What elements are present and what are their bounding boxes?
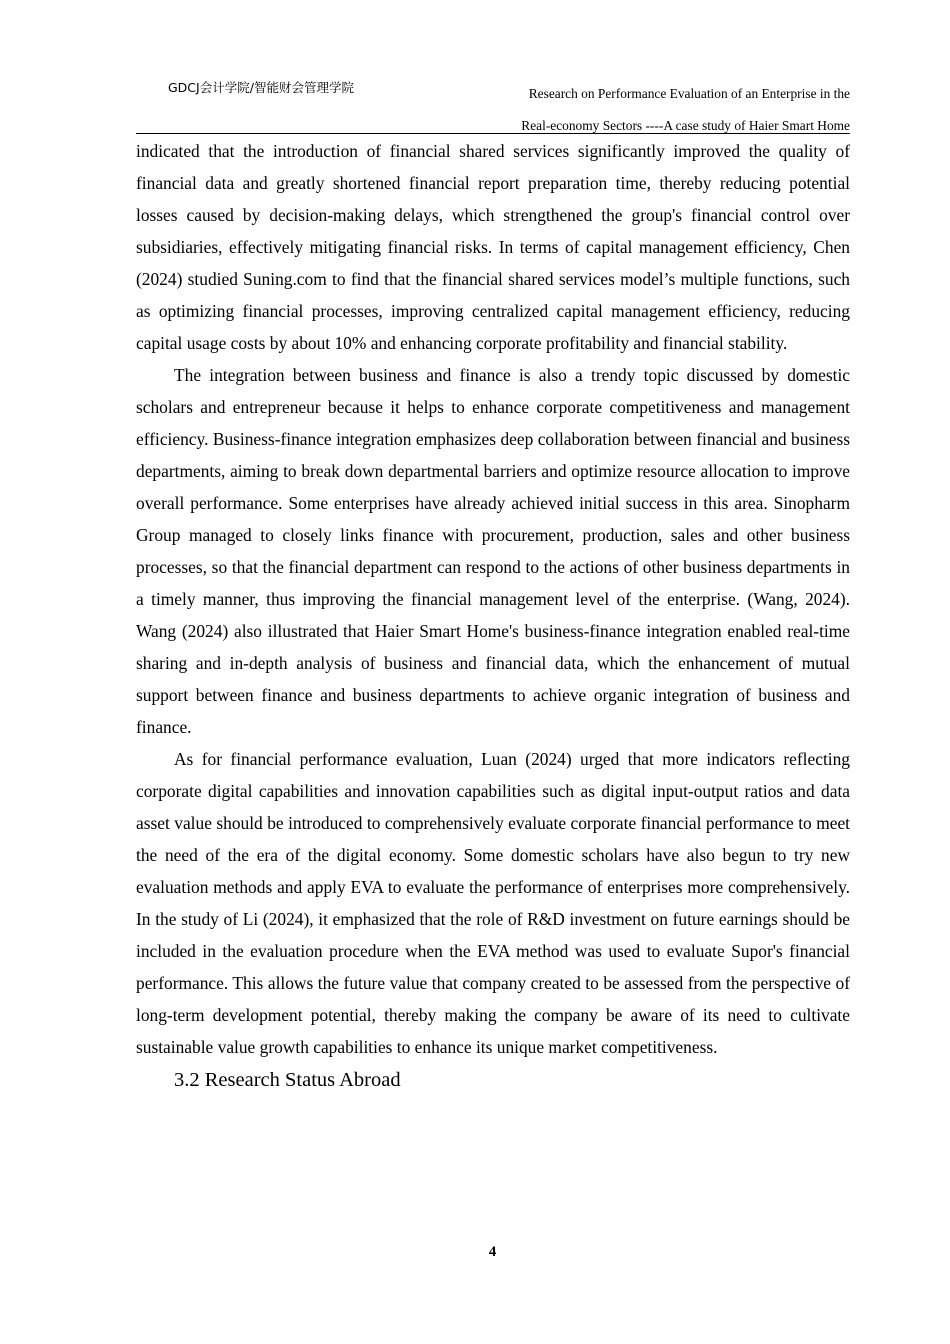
page-number: 4 [488,1244,497,1260]
section-heading: 3.2 Research Status Abroad [174,1069,401,1091]
header-title-line-1: Research on Performance Evaluation of an Enterprise in the [528,86,850,101]
header-title-line-2: Real-economy Sectors ----A case study of Haier Smart Home [521,118,850,133]
paragraph-performance-evaluation: As for financial performance evaluation, Luan (2024) urged that more indicators reflecting corporate digital capabilities and innovation capabilities such as digital input-output ratios and data asset value should be introduced to comprehensively evaluate corporate financial performance to meet the need of the era of the digital economy. Some domestic scholars have also begun to try new evaluation methods and apply EVA to evaluate the performance of enterprises more comprehensively. In the study of Li (2024), it emphasized that the role of R&D investment on future earnings should be included in the evaluation procedure when the EVA method was used to evaluate Supor's financial performance. This allows the future value that company created to be assessed from the perspective of long-term development potential, thereby making the company be aware of its need to cultivate sustainable value growth capabilities to enhance its unique market competitiveness. [136,749,850,1057]
paragraph-continued: indicated that the introduction of financial shared services significantly improved the quality of financial data and greatly shortened financial report preparation time, thereby reducing potential losses caused by decision-making delays, which strengthened the group's financial control over subsidiaries, effectively mitigating financial risks. In terms of capital management efficiency, Chen (2024) studied Suning.com to find that the financial shared services model’s multiple functions, such as optimizing financial processes, improving centralized capital management efficiency, reducing capital usage costs by about 10% and enhancing corporate profitability and financial stability. [136,141,850,353]
header-institution: GDCJ会计学院/智能财会管理学院 [168,80,354,95]
paragraph-business-finance: The integration between business and finance is also a trendy topic discussed by domestic scholars and entrepreneur because it helps to enhance corporate competitiveness and management efficiency. Business-finance integration emphasizes deep collaboration between financial and business departments, aiming to break down departmental barriers and optimize resource allocation to improve overall performance. Some enterprises have already achieved initial success in this area. Sinopharm Group managed to closely links finance with procurement, production, sales and other business processes, so that the financial department can respond to the actions of other business departments in a timely manner, thus improving the financial management level of the enterprise. (Wang, 2024). Wang (2024) also illustrated that Haier Smart Home's business-finance integration enabled real-time sharing and in-depth analysis of business and financial data, which the enhancement of mutual support between finance and business departments to achieve organic integration of business and finance. [136,365,850,737]
body-text [136,135,850,1096]
header-divider [136,133,850,134]
